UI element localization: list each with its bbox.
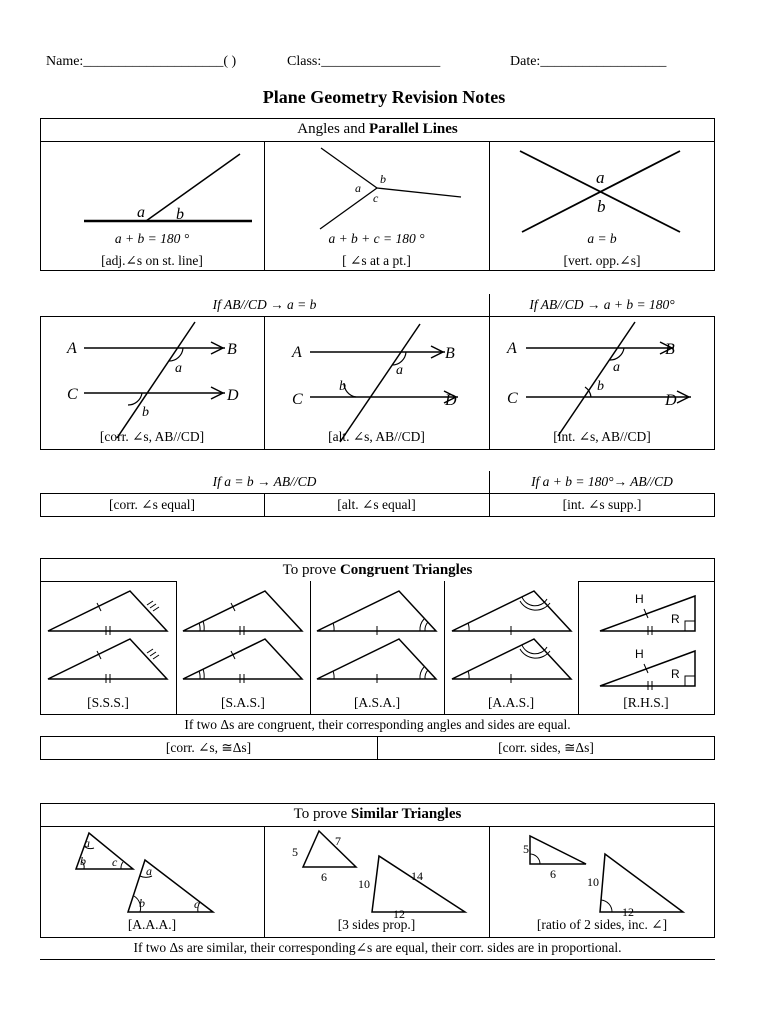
- svg-text:a: a: [396, 363, 403, 378]
- alternate-angles-diagram: [291, 324, 458, 442]
- svg-text:10: 10: [587, 875, 599, 889]
- svg-text:A: A: [292, 344, 302, 361]
- svg-text:C: C: [67, 386, 78, 403]
- angle-label: b: [380, 172, 386, 186]
- svg-text:c: c: [194, 897, 200, 911]
- svg-text:c: c: [112, 855, 118, 869]
- svg-text:6: 6: [550, 867, 556, 881]
- angles-at-point-diagram: [320, 148, 461, 229]
- svg-text:D: D: [665, 392, 677, 409]
- three-sides-proportion-diagram: [292, 831, 465, 921]
- angle-label: c: [373, 191, 379, 205]
- svg-text:12: 12: [393, 907, 405, 921]
- svg-text:R: R: [671, 612, 680, 626]
- name-field-label: Name:____________________( ): [46, 54, 237, 69]
- reason-int-supp: [int. ∠s supp.]: [562, 497, 642, 512]
- condition-converse-equal: If a = b → AB//CD: [212, 474, 317, 489]
- adjacent-angles-diagram: [84, 154, 252, 223]
- sss-diagram: [48, 591, 167, 683]
- svg-text:B: B: [445, 345, 455, 362]
- corresponding-angles-diagram: [66, 322, 239, 438]
- formula-adjacent: a + b = 180 °: [114, 231, 190, 246]
- reason-alternate: [alt. ∠s, AB//CD]: [328, 429, 425, 444]
- svg-text:6: 6: [321, 870, 327, 884]
- case-three-sides: [3 sides prop.]: [337, 917, 416, 932]
- svg-text:12: 12: [622, 905, 634, 919]
- reason-interior: [int. ∠s, AB//CD]: [553, 429, 651, 444]
- svg-text:A: A: [507, 340, 517, 357]
- angle-label: a: [137, 204, 145, 221]
- formula-vertical: a = b: [587, 231, 617, 246]
- ratio-two-sides-diagram: [523, 836, 683, 919]
- reason-corr-equal: [corr. ∠s equal]: [109, 497, 195, 512]
- svg-text:b: b: [597, 379, 604, 394]
- reason-vertical: [vert. opp.∠s]: [563, 253, 641, 268]
- case-sss: [S.S.S.]: [87, 695, 129, 710]
- case-asa: [A.S.A.]: [353, 695, 401, 710]
- case-rhs: [R.H.S.]: [623, 695, 669, 710]
- svg-text:10: 10: [358, 877, 370, 891]
- reason-alt-equal: [alt. ∠s equal]: [337, 497, 416, 512]
- congruent-header: To prove Congruent Triangles: [282, 562, 473, 578]
- condition-converse-supp: If a + b = 180°→ AB//CD: [531, 474, 673, 489]
- angle-label: a: [355, 181, 361, 195]
- reason-corr-sides-congruent: [corr. sides, ≅Δs]: [498, 740, 594, 755]
- svg-text:b: b: [142, 405, 149, 420]
- angle-label: b: [597, 197, 606, 216]
- svg-text:H: H: [635, 647, 644, 661]
- reason-adjacent: [adj.∠s on st. line]: [101, 253, 203, 268]
- svg-text:C: C: [507, 390, 518, 407]
- reason-corresponding: [corr. ∠s, AB//CD]: [99, 429, 205, 444]
- angles-header: Angles and Parallel Lines: [297, 121, 458, 137]
- congruent-statement: If two Δs are congruent, their corresponding angles and sides are equal.: [184, 717, 571, 732]
- angle-label: a: [596, 168, 605, 187]
- svg-text:D: D: [445, 392, 457, 409]
- interior-angles-diagram: [506, 322, 691, 436]
- case-aaa: [A.A.A.]: [127, 917, 177, 932]
- date-field-label: Date:__________________: [510, 54, 667, 69]
- formula-at-point: a + b + c = 180 °: [328, 231, 425, 246]
- similar-header: To prove Similar Triangles: [293, 806, 462, 822]
- sas-diagram: [183, 591, 302, 683]
- svg-text:5: 5: [523, 842, 529, 856]
- asa-diagram: [317, 591, 436, 683]
- svg-text:b: b: [80, 854, 86, 868]
- angle-label: b: [176, 206, 184, 223]
- svg-text:B: B: [665, 341, 675, 358]
- angles-diagrams: [40, 141, 715, 271]
- similar-statement: If two Δs are similar, their corresponding∠s are equal, their corr. sides are in proportional.: [133, 940, 622, 955]
- svg-text:a: a: [613, 360, 620, 375]
- svg-text:H: H: [635, 592, 644, 606]
- svg-text:14: 14: [411, 869, 423, 883]
- svg-text:7: 7: [335, 834, 341, 848]
- page-title: Plane Geometry Revision Notes: [262, 87, 506, 107]
- reason-corr-angles-congruent: [corr. ∠s, ≅Δs]: [165, 740, 252, 755]
- svg-text:a: a: [175, 361, 182, 376]
- svg-text:R: R: [671, 667, 680, 681]
- condition-parallel-supp: If AB//CD → a + b = 180°: [529, 297, 675, 312]
- case-aas: [A.A.S.]: [487, 695, 535, 710]
- svg-text:a: a: [146, 864, 152, 878]
- case-sas: [S.A.S.]: [221, 695, 265, 710]
- class-field-label: Class:_________________: [287, 54, 441, 69]
- svg-text:B: B: [227, 341, 237, 358]
- aas-diagram: [452, 591, 571, 683]
- svg-text:a: a: [84, 836, 90, 850]
- svg-text:5: 5: [292, 845, 298, 859]
- svg-text:D: D: [227, 387, 239, 404]
- svg-text:A: A: [67, 340, 77, 357]
- svg-text:b: b: [339, 379, 346, 394]
- condition-parallel-equal: If AB//CD → a = b: [212, 297, 317, 312]
- rhs-diagram: [600, 592, 695, 690]
- case-ratio-two-sides: [ratio of 2 sides, inc. ∠]: [536, 917, 668, 932]
- vertically-opposite-diagram: [520, 151, 680, 232]
- svg-text:b: b: [139, 896, 145, 910]
- svg-text:C: C: [292, 391, 303, 408]
- aaa-diagram: [76, 833, 213, 912]
- reason-at-point: [ ∠s at a pt.]: [342, 253, 411, 268]
